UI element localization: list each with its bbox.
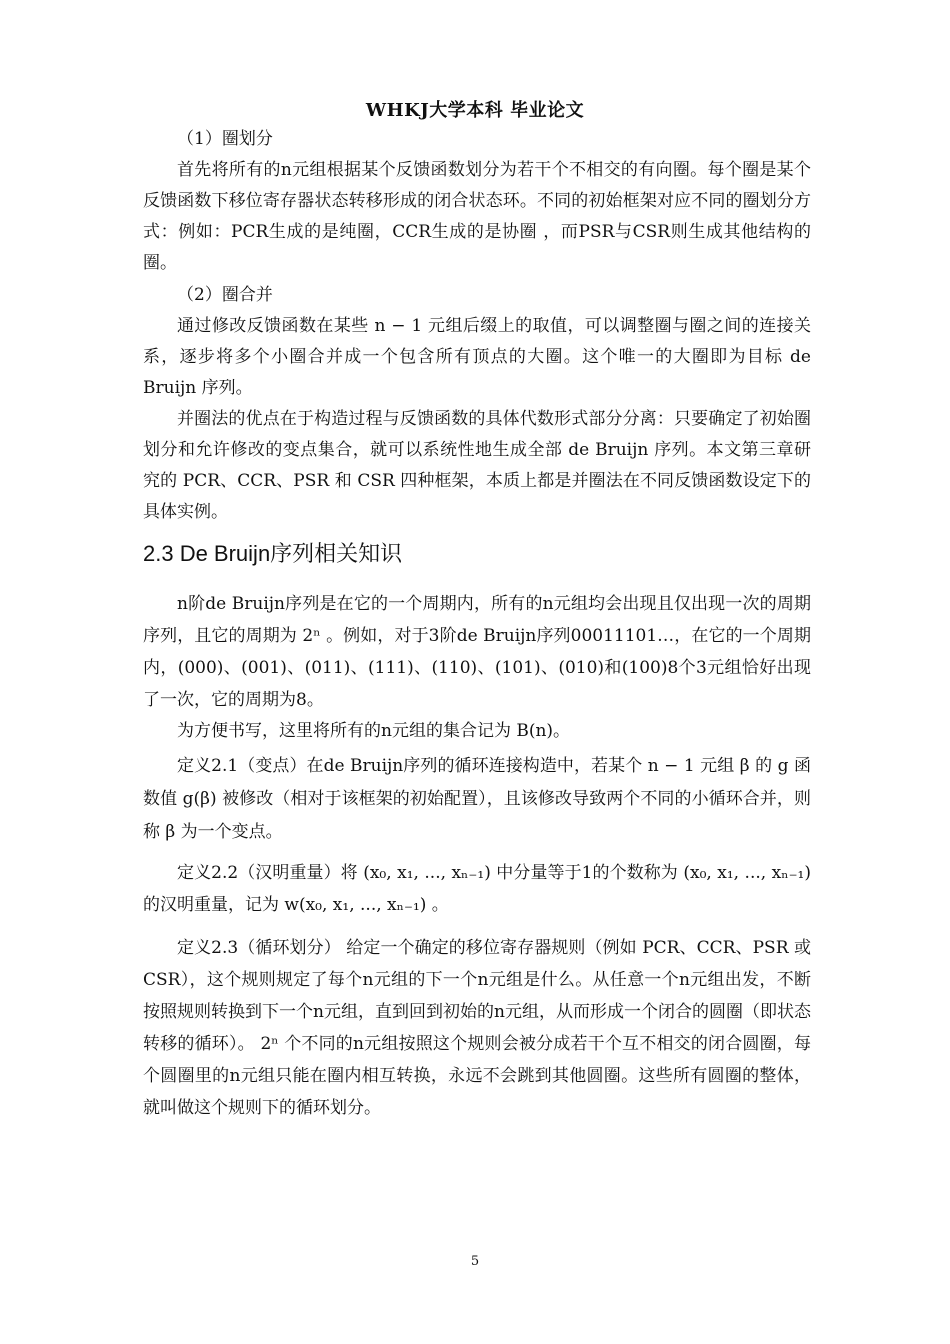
- section-title: 2.3 De Bruijn序列相关知识: [143, 541, 403, 566]
- page-header: WHKJ大学本科 毕业论文: [365, 100, 585, 121]
- merge-advantage-paragraph: 并圈法的优点在于构造过程与反馈函数的具体代数形式部分分离：只要确定了初始圈划分和允许修改的变点集合，就可以系统性地生成全部 de Bruijn 序列。本文第三章研究的 PCR、CCR、PSR 和 CSR 四种框架，本质上都是并圈法在不同反馈函数设定下的具体实例。: [143, 409, 811, 522]
- definition-2-1: 定义2.1（变点）在de Bruijn序列的循环连接构造中，若某个 n − 1 元组 β 的 g 函数值 g(β) 被修改（相对于该框架的初始配置），且该修改导致两个不同的小循环合并，则称 β 为一个变点。: [143, 756, 811, 842]
- circle-merge-paragraph: 通过修改反馈函数在某些 n − 1 元组后缀上的取值，可以调整圈与圈之间的连接关系，逐步将多个小圈合并成一个包含所有顶点的大圈。这个唯一的大圈即为目标 de Bruijn 序列。: [143, 316, 811, 398]
- page-number: 5: [470, 1254, 480, 1269]
- set-notation-paragraph: 为方便书写，这里将所有的n元组的集合记为 B(n)。: [177, 721, 571, 741]
- circle-division-paragraph: 首先将所有的n元组根据某个反馈函数划分为若干个不相交的有向圈。每个圈是某个反馈函数下移位寄存器状态转移形成的闭合状态环。不同的初始框架对应不同的圈划分方式：例如：PCR生成的是纯圈，CCR生成的是协圈 ，而PSR与CSR则生成其他结构的圈。: [143, 160, 811, 273]
- definition-2-2: 定义2.2（汉明重量）将 (x₀, x₁, ..., xₙ₋₁) 中分量等于1的个数称为 (x₀, x₁, ..., xₙ₋₁) 的汉明重量，记为 w(x₀, x₁, ..., xₙ₋₁) 。: [143, 863, 811, 915]
- circle-merge-label: （2）圈合并: [177, 285, 273, 305]
- debruijn-intro-paragraph: n阶de Bruijn序列是在它的一个周期内，所有的n元组均会出现且仅出现一次的周期序列，且它的周期为 2ⁿ 。例如，对于3阶de Bruijn序列00011101…，在它的一个周期内，(000)、(001)、(011)、(111)、(110)、(101)、(010)和(100)8个3元组恰好出现了一次，它的周期为8。: [143, 594, 811, 710]
- circle-division-label: （1）圈划分: [177, 129, 273, 149]
- definition-2-3: 定义2.3（循环划分） 给定一个确定的移位寄存器规则（例如 PCR、CCR、PSR 或 CSR），这个规则规定了每个n元组的下一个n元组是什么。从任意一个n元组出发，不断按照规则转换到下一个n元组，直到回到初始的n元组，从而形成一个闭合的圆圈（即状态转移的循环）。 2ⁿ 个不同的n元组按照这个规则会被分成若干个互不相交的闭合圆圈，每个圆圈里的n元组只能在圈内相互转换，永远不会跳到其他圆圈。这些所有圆圈的整体，就叫做这个规则下的循环划分。: [143, 938, 811, 1118]
